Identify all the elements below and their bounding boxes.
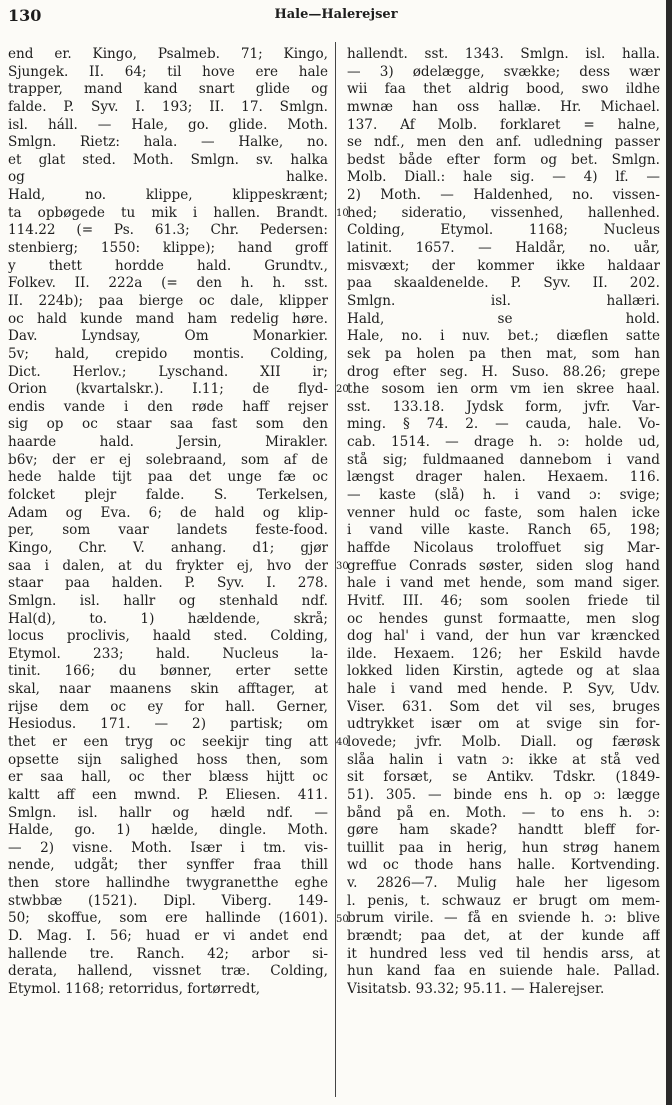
text-line: endis vande i den røde haff rejser	[8, 398, 328, 415]
text-line: misvæxt; der kommer ikke haldaar	[347, 257, 660, 274]
text-line: tuillit paa in herig, hun strøg hanem	[347, 839, 660, 856]
text-line: saa i dalen, at du frykter ej, hvo der	[8, 557, 328, 574]
page-number: 130	[8, 6, 42, 25]
text-line: Molb. Diall.: hale sig. — 4) lf. —	[347, 169, 660, 186]
text-line: it hundred less ved til hendis arss, at	[347, 945, 660, 962]
text-line: bedst både efter form og bet. Smlgn.	[347, 151, 660, 168]
text-line: Hesiodus. 171. — 2) partisk; om	[8, 716, 328, 733]
text-line: y thett hordde hald. Grundtv.,	[8, 257, 328, 274]
text-line: udtrykket især om at svige sin for-	[347, 716, 660, 733]
text-line: se ndf., men den anf. udledning passer	[347, 134, 660, 151]
text-line: Halde, go. 1) hælde, dingle. Moth.	[8, 822, 328, 839]
text-line: 5v; hald, crepido montis. Colding,	[8, 345, 328, 362]
text-line: greffue Conrads søster, siden slog hand	[347, 557, 660, 574]
text-line: Hal(d), to. 1) hældende, skrå;	[8, 610, 328, 627]
text-line: folcket plejr falde. S. Terkelsen,	[8, 487, 328, 504]
line-number: 50	[336, 913, 349, 925]
text-line: cab. 1514. — drage h. ɔ: holde ud,	[347, 434, 660, 451]
text-line: kaltt aff een mwnd. P. Eliesen. 411.	[8, 786, 328, 803]
text-line: dog hal' i vand, der hun var kræncked	[347, 628, 660, 645]
text-line: opsette sijn salighed hoss then, som	[8, 751, 328, 768]
text-line: og halke.	[8, 169, 328, 186]
text-line: Smlgn. isl. hallr og stenhald ndf.	[8, 592, 328, 609]
text-line: 51). 305. — binde ens h. op ɔ: lægge	[347, 786, 660, 803]
text-line: brum virile. — få en sviende h. ɔ: blive	[347, 910, 660, 927]
text-line: venner huld oc faste, som halen icke	[347, 504, 660, 521]
text-line: hallendt. sst. 1343. Smlgn. isl. halla.	[347, 46, 660, 62]
text-line: Hvitf. III. 46; som soolen friede til	[347, 592, 660, 609]
text-line: Hald, se hold.	[347, 310, 660, 327]
text-line: Etymol. 1168; retorridus, fortørredt,	[8, 980, 261, 997]
text-line: Dav. Lyndsay, Om Monarkier.	[8, 328, 328, 345]
text-line: per, som vaar landets feste-food.	[8, 522, 328, 539]
text-line: Kingo, Chr. V. anhang. d1; gjør	[8, 539, 328, 556]
text-line: hallende tre. Ranch. 42; arbor si-	[8, 945, 328, 962]
text-line: sig op oc staar saa fast som den	[8, 416, 328, 433]
line-number: 30	[336, 560, 349, 572]
page-header	[8, 6, 664, 26]
text-line: the sosom ien orm vm ien skree haal.	[347, 381, 660, 398]
text-line: Viser. 631. Som det vil ses, bruges	[347, 698, 660, 715]
text-line: Dict. Herlov.; Lyschand. XII ir;	[8, 363, 328, 380]
line-number: 40	[336, 737, 349, 749]
text-line: wd oc thode hans halle. Kortvending.	[347, 857, 660, 874]
text-line: derata, hallend, vissnet træ. Colding,	[8, 963, 328, 980]
text-line: l. penis, t. schwauz er brugt om mem-	[347, 892, 660, 909]
text-line: hed; sideratio, vissenhed, hallenhed.	[347, 204, 660, 221]
running-title: Hale—Halerejser	[274, 7, 398, 22]
text-line: er saa hall, oc ther blæss hijtt oc	[8, 769, 328, 786]
text-line: lovede; jvfr. Molb. Diall. og færøsk	[347, 733, 660, 750]
text-line: Etymol. 233; hald. Nucleus la-	[8, 645, 328, 662]
text-line: — 3) ødelægge, svække; dess wær	[347, 63, 660, 80]
text-line: Adam og Eva. 6; de hald og klip-	[8, 504, 328, 521]
text-line: ilde. Hexaem. 126; her Eskild havde	[347, 645, 660, 662]
text-line: et glat sted. Moth. Smlgn. sv. halka	[8, 151, 328, 168]
text-line: v. 2826—7. Mulig hale her ligesom	[347, 875, 660, 892]
scan-edge-shadow	[666, 0, 672, 1105]
text-line: Hald, no. klippe, klippeskrænt;	[8, 187, 328, 204]
text-line: latinit. 1657. — Haldår, no. uår,	[347, 240, 660, 257]
text-line: brændt; paa det, at der kunde aff	[347, 928, 660, 945]
text-line: b6v; der er ej solebraand, som af de	[8, 451, 328, 468]
text-line: II. 224b); paa bierge oc dale, klipper	[8, 292, 328, 309]
text-line: locus proclivis, haald sted. Colding,	[8, 628, 328, 645]
text-line: staar paa halden. P. Syv. I. 278.	[8, 575, 328, 592]
text-line: længst drager halen. Hexaem. 116.	[347, 469, 660, 486]
text-line: mwnæ han oss hallæ. Hr. Michael.	[347, 98, 660, 115]
text-line: hale i vand met hende, som mand siger.	[347, 575, 660, 592]
line-number: 10	[336, 207, 349, 219]
text-line: Folkev. II. 222a (= den h. h. sst.	[8, 275, 328, 292]
text-line: Hale, no. i nuv. bet.; diæflen satte	[347, 328, 660, 345]
text-line: lokked liden Kirstin, agtede og at slaa	[347, 663, 660, 680]
text-line: i vand ville kaste. Ranch 65, 198;	[347, 522, 660, 539]
text-line: paa skaaldenelde. P. Syv. II. 202.	[347, 275, 660, 292]
text-line: sst. 133.18. Jydsk form, jvfr. Var-	[347, 398, 660, 415]
text-line: 50; skoffue, som ere hallinde (1601).	[8, 910, 328, 927]
text-line: nende, udgåt; ther synffer fraa thill	[8, 857, 328, 874]
text-line: oc hendes gunst formaatte, men slog	[347, 610, 660, 627]
text-line: tinit. 166; du bønner, erter sette	[8, 663, 328, 680]
text-line: — kaste (slå) h. i vand ɔ: svige;	[347, 487, 660, 504]
text-line: slåa halin i vatn ɔ: ikke at stå ved	[347, 751, 660, 768]
text-line: oc hald kunde mand ham redelig høre.	[8, 310, 328, 327]
text-line: Smlgn. isl. hallr og hæld ndf. —	[8, 804, 328, 821]
text-line: 114.22 (= Ps. 61.3; Chr. Pedersen:	[8, 222, 328, 239]
text-line: gøre ham skade? handtt bleff for-	[347, 822, 660, 839]
text-line: hale i vand med hende. P. Syv, Udv.	[347, 681, 660, 698]
text-line: ming. § 74. 2. — cauda, hale. Vo-	[347, 416, 660, 433]
text-line: hun kand faa en suiende hale. Pallad.	[347, 963, 660, 980]
text-line: falde. P. Syv. I. 193; II. 17. Smlgn.	[8, 98, 328, 115]
text-line: drog efter seg. H. Suso. 88.26; grepe	[347, 363, 660, 380]
text-line: sit forsæt, se Antikv. Tdskr. (1849-	[347, 769, 660, 786]
text-line: sek pa holen pa then mat, som han	[347, 345, 660, 362]
text-line: Visitatsb. 93.32; 95.11. — Halerejser.	[347, 980, 605, 997]
text-line: stwbbæ (1521). Dipl. Viberg. 149-	[8, 892, 328, 909]
text-line: stå sig; fuldmaaned dannebom i vand	[347, 451, 660, 468]
text-line: trapper, mand kand snart glide og	[8, 81, 328, 98]
text-line: Smlgn. isl. hallæri.	[347, 292, 660, 309]
text-line: haarde hald. Jersin, Mirakler.	[8, 434, 328, 451]
text-line: rijse dem oc ey for hall. Gerner,	[8, 698, 328, 715]
text-line: hede halde tijt paa det unge fæ oc	[8, 469, 328, 486]
text-line: isl. háll. — Hale, go. glide. Moth.	[8, 116, 328, 133]
text-line: Colding, Etymol. 1168; Nucleus	[347, 222, 660, 239]
text-line: wii faa thet aldrig bood, swo ildhe	[347, 81, 660, 98]
text-line: Smlgn. Rietz: hala. — Halke, no.	[8, 134, 328, 151]
text-line: then store hallindhe twygranetthe eghe	[8, 875, 328, 892]
text-line: skal, naar maanens skin afftager, at	[8, 681, 328, 698]
text-line: thet er een tryg oc seekijr ting att	[8, 733, 328, 750]
text-line: end er. Kingo, Psalmeb. 71; Kingo,	[8, 46, 328, 62]
text-line: stenbierg; 1550: klippe); hand groff	[8, 240, 328, 257]
line-number: 20	[336, 384, 349, 396]
text-line: D. Mag. I. 56; huad er vi andet end	[8, 928, 328, 945]
text-line: 2) Moth. — Haldenhed, no. vissen-	[347, 187, 660, 204]
text-line: 137. Af Molb. forklaret = halne,	[347, 116, 660, 133]
text-line: haffde Nicolaus troloffuet sig Mar-	[347, 539, 660, 556]
text-line: bånd på en. Moth. — to ens h. ɔ:	[347, 804, 660, 821]
right-column	[347, 46, 660, 999]
text-line: — 2) visne. Moth. Især i tm. vis-	[8, 839, 328, 856]
text-line: ta opbøgede tu mik i hallen. Brandt.	[8, 204, 328, 221]
left-column	[8, 46, 328, 999]
text-line: Sjungek. II. 64; til hove ere hale	[8, 63, 328, 80]
text-line: Orion (kvartalskr.). I.11; de flyd-	[8, 381, 328, 398]
